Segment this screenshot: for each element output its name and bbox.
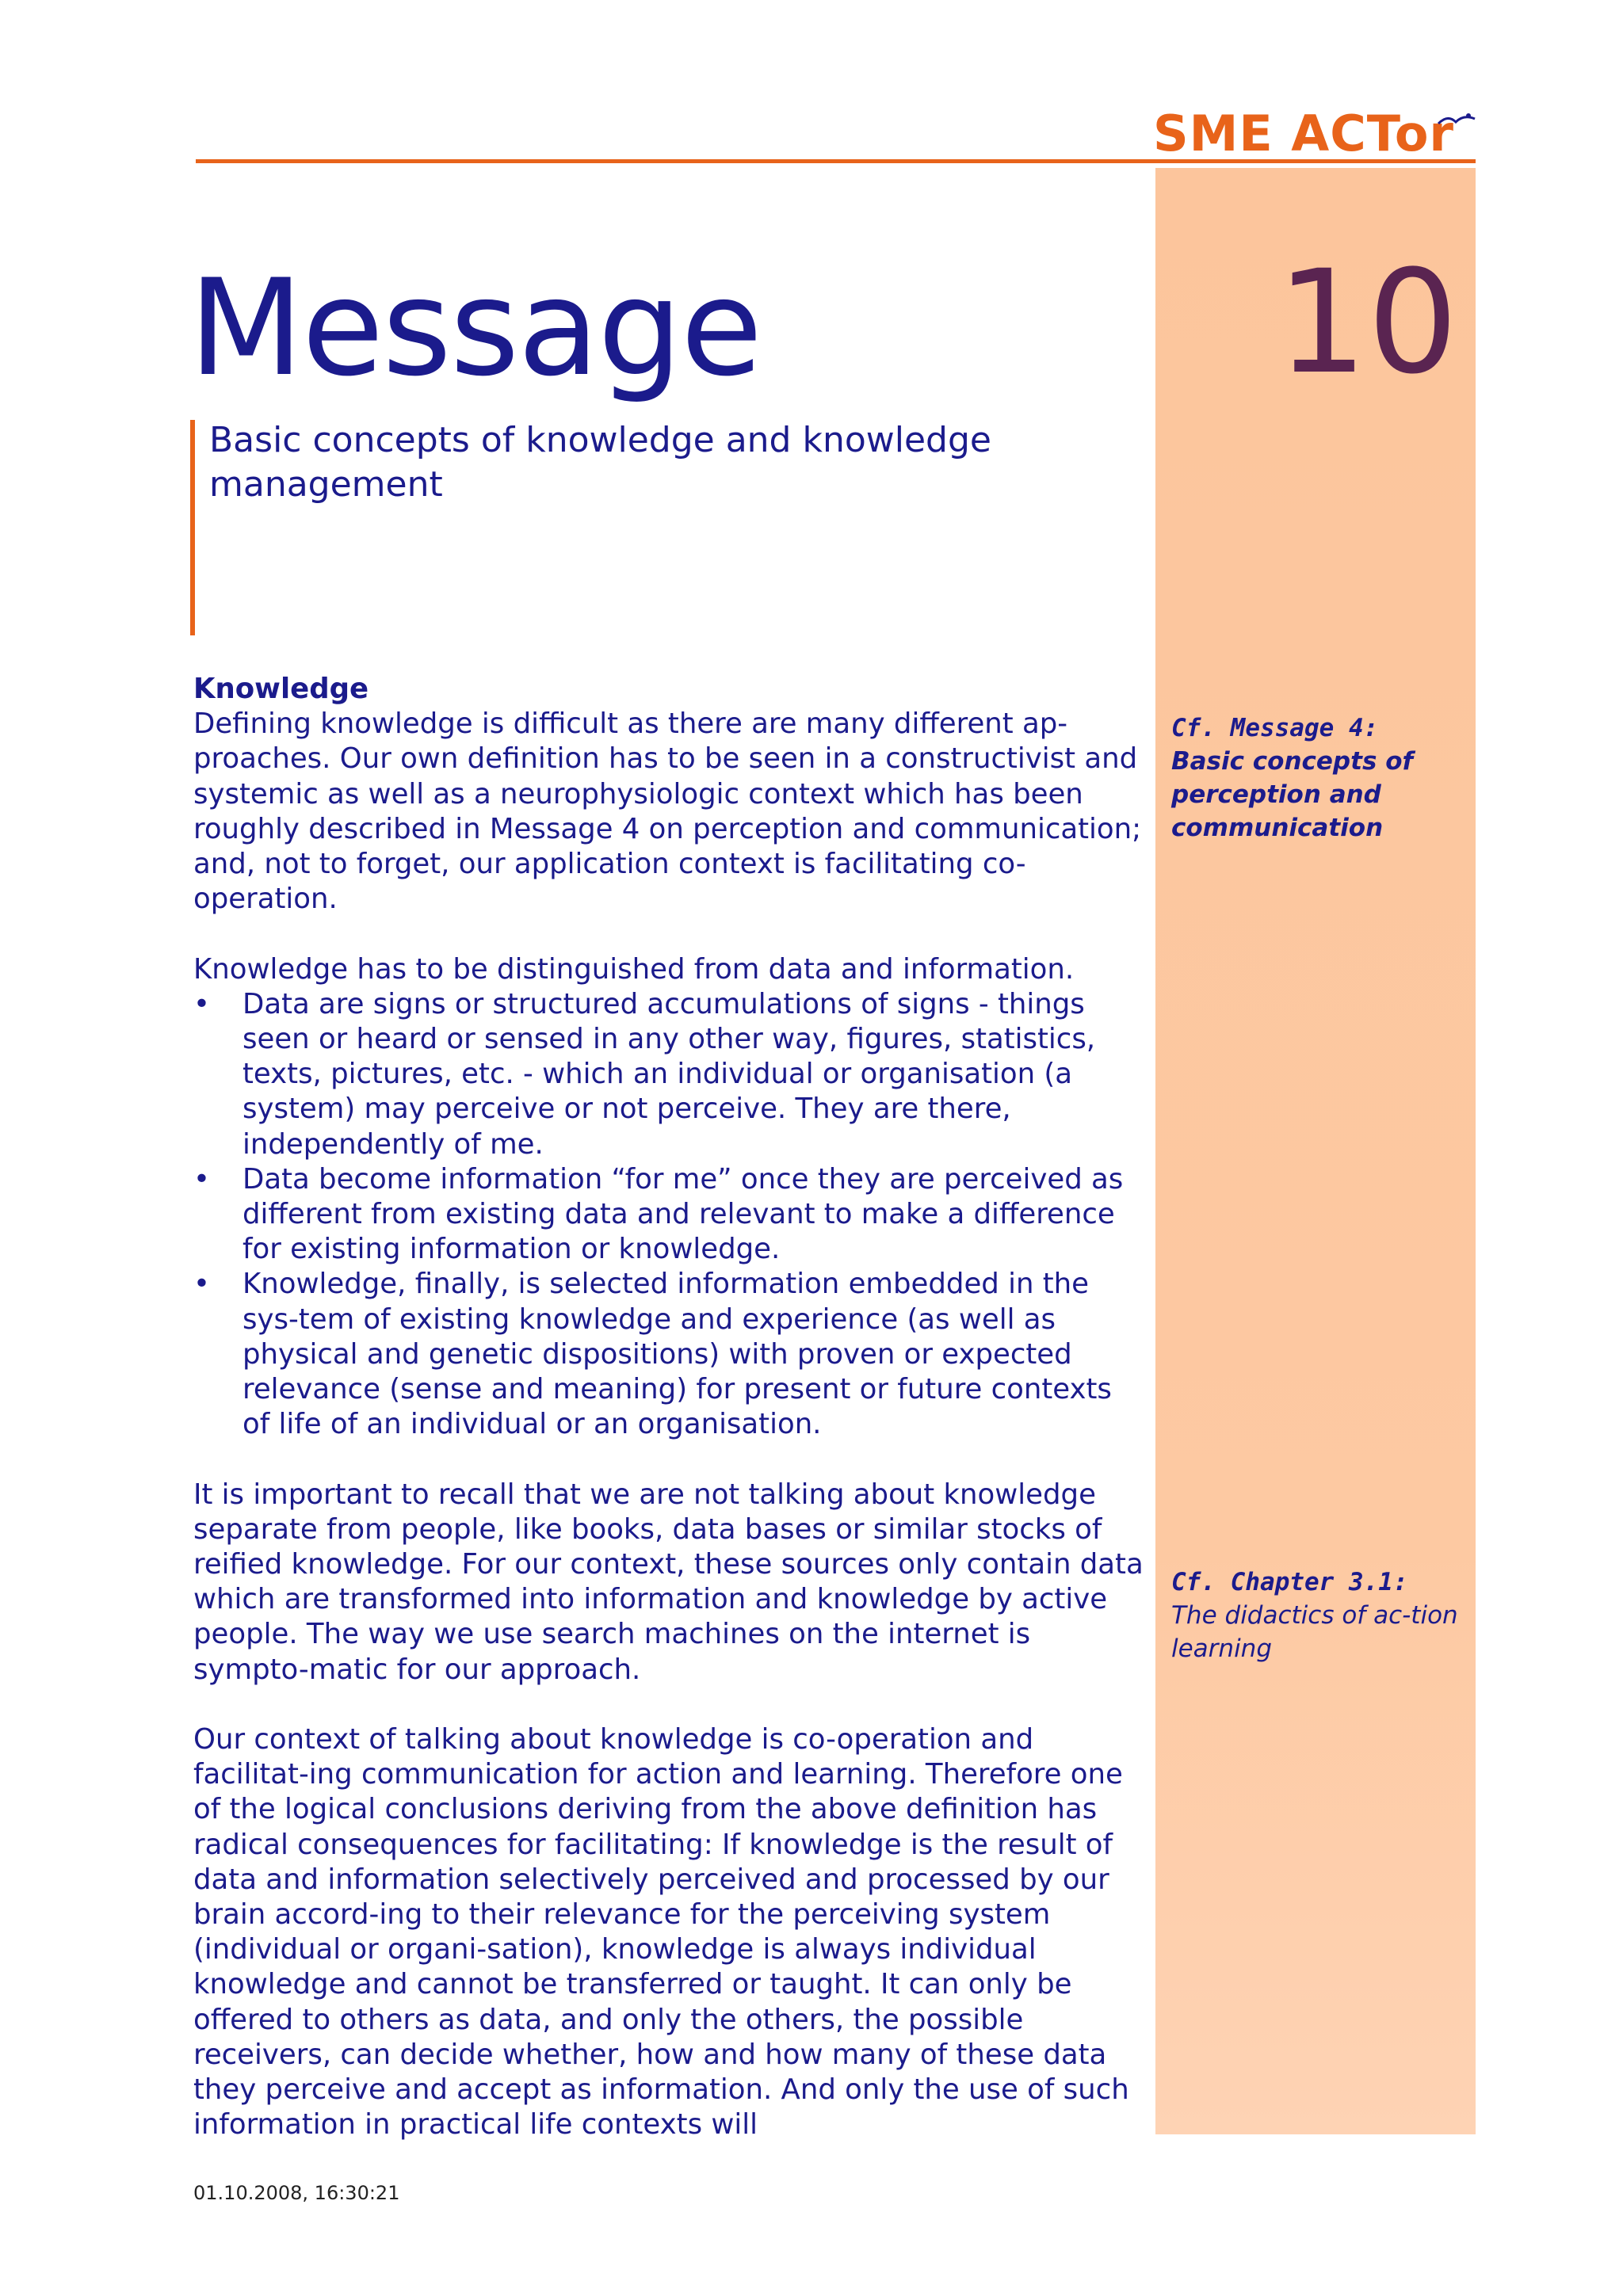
list-item-text: Data become information “for me” once they are perceived as different from existing data and relevant to make a difference for existing information or knowledge. [242,1162,1124,1266]
paragraph: Defining knowledge is difficult as there are many different ap-proaches. Our own definition has to be seen in a constructivist and systemic as well as a neurophysiologic context which has been roughly described in Message 4 on perception and communication; and, not to forget, our application context is facilitating co-operation. [193,707,1142,916]
page-title: Message [189,250,762,406]
subtitle-accent-bar [190,420,195,635]
margin-note-ref: Cf. Message 4: [1171,714,1379,742]
paragraph: Knowledge has to be distinguished from data and information. [193,952,1075,986]
list-item [193,1162,1144,1268]
bullet-list [193,987,1144,1443]
margin-sidebar [1155,168,1476,2134]
body-text [193,672,1144,2142]
list-item-text: Knowledge, finally, is selected information embedded in the sys-tem of existing knowledge and experience (as well as physical and genetic dispositions) with proven or expected relevance (sense and meaning) for present or future contexts of life of an individual or an organisation. [242,1268,1112,1441]
bullet-icon: • [193,1162,210,1196]
message-number: 10 [1276,240,1458,406]
bird-icon [1437,111,1476,130]
page-subtitle: Basic concepts of knowledge and knowledge management [209,420,991,505]
margin-note [1171,1566,1465,1665]
list-item [193,1267,1144,1442]
paragraph: It is important to recall that we are not talking about knowledge separate from people, like books, data bases or similar stocks of reified knowledge. For our context, these sources only contain data which are transformed into information and knowledge by active people. The way we use search machines on the internet is sympto-matic for our approach. [193,1478,1144,1686]
margin-note-text: Basic concepts of perception and communication [1171,747,1413,842]
list-item-text: Data are signs or structured accumulations of signs - things seen or heard or sensed in any other way, figures, statistics, texts, pictures, etc. - which an individual or organisation (a system) may perceive or not perceive. They are there, independently of me. [242,987,1096,1161]
margin-note [1171,711,1465,845]
margin-note-text: The didactics of ac-tion learning [1171,1601,1458,1663]
sme-actor-logo [1153,105,1478,168]
list-item [193,987,1144,1162]
margin-note-ref: Cf. Chapter 3.1: [1171,1568,1408,1596]
bullet-icon: • [193,987,210,1020]
footer-timestamp: 01.10.2008, 16:30:21 [193,2182,400,2204]
bullet-icon: • [193,1268,210,1301]
logo-text: SME ACTor [1153,105,1455,162]
section-heading: Knowledge [193,673,369,705]
paragraph: Our context of talking about knowledge is co-operation and facilitat-ing communication for action and learning. Therefore one of the logical conclusions deriving from the above definition has radical consequences for facilitating: If knowledge is the result of data and information selectively perceived and processed by our brain accord-ing to their relevance for the perceiving system (individual or organi-sation), knowledge is always individual knowledge and cannot be transferred or taught. It can only be offered to others as data, and only the others, the possible receivers, can decide whether, how and how many of these data they perceive and accept as information. And only the use of such information in practical life contexts will [193,1723,1129,2142]
